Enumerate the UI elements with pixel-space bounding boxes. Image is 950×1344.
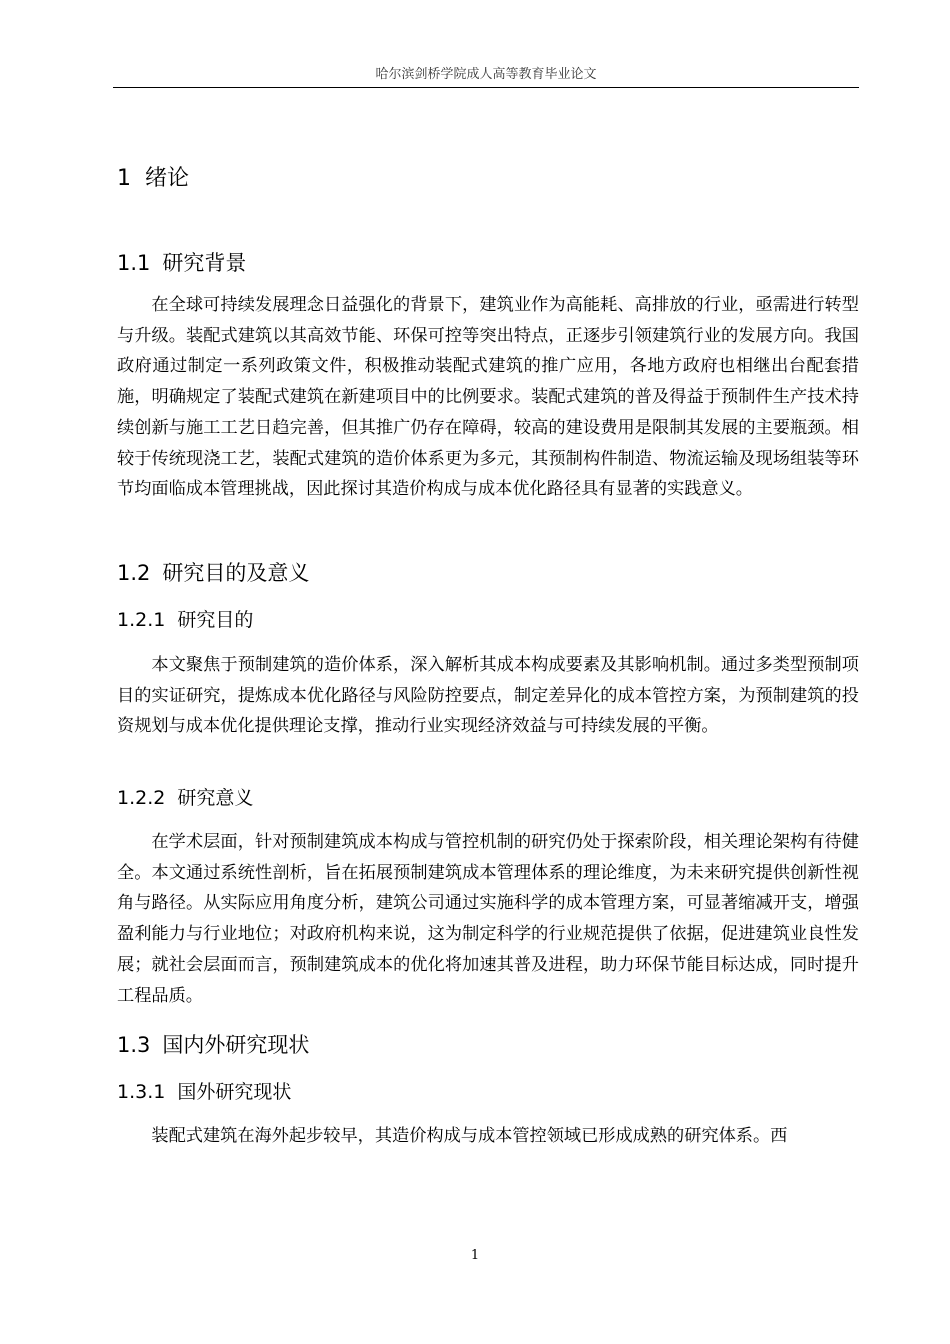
subsection-title: 国外研究现状 (177, 1081, 292, 1103)
section-number: 1.2 (117, 561, 151, 585)
subsection-number: 1.3.1 (117, 1081, 166, 1103)
section-number: 1.1 (117, 251, 151, 275)
section-title: 研究目的及意义 (162, 561, 310, 585)
section-number: 1.3 (117, 1033, 151, 1057)
chapter-heading (117, 164, 189, 194)
subsection-heading-1-2-2 (117, 784, 253, 812)
paragraph-foreign-research: 装配式建筑在海外起步较早，其造价构成与成本管控领域已形成成熟的研究体系。西 (151, 1126, 788, 1146)
chapter-number: 1 (117, 166, 131, 191)
subsection-title: 研究目的 (177, 609, 254, 631)
subsection-heading-1-2-1 (117, 606, 253, 634)
header-rule (113, 87, 859, 88)
paragraph-research-purpose: 本文聚焦于预制建筑的造价体系，深入解析其成本构成要素及其影响机制。通过多类型预制项目的实证研究，提炼成本优化路径与风险防控要点，制定差异化的成本管控方案，为预制建筑的投资规划与成本优化提供理论支撑，推动行业实现经济效益与可持续发展的平衡。 (117, 655, 859, 737)
running-header: 哈尔滨剑桥学院成人高等教育毕业论文 (375, 67, 597, 82)
subsection-title: 研究意义 (177, 787, 254, 809)
section-heading-1-2 (117, 558, 309, 588)
section-title: 研究背景 (162, 251, 247, 275)
subsection-number: 1.2.2 (117, 787, 166, 809)
subsection-number: 1.2.1 (117, 609, 166, 631)
paragraph-research-background: 在全球可持续发展理念日益强化的背景下，建筑业作为高能耗、高排放的行业，亟需进行转型与升级。装配式建筑以其高效节能、环保可控等突出特点，正逐步引领建筑行业的发展方向。我国政府通过制定一系列政策文件，积极推动装配式建筑的推广应用，各地方政府也相继出台配套措施，明确规定了装配式建筑在新建项目中的比例要求。装配式建筑的普及得益于预制件生产技术持续创新与施工工艺日趋完善，但其推广仍存在障碍，较高的建设费用是限制其发展的主要瓶颈。相较于传统现浇工艺，装配式建筑的造价体系更为多元，其预制构件制造、物流运输及现场组装等环节均面临成本管理挑战，因此探讨其造价构成与成本优化路径具有显著的实践意义。 (117, 295, 859, 500)
section-heading-1-3 (117, 1030, 309, 1060)
page-number: 1 (470, 1248, 480, 1263)
section-title: 国内外研究现状 (162, 1033, 310, 1057)
subsection-heading-1-3-1 (117, 1078, 291, 1106)
chapter-title: 绪论 (145, 166, 190, 191)
section-heading-1-1 (117, 248, 246, 278)
paragraph-research-significance: 在学术层面，针对预制建筑成本构成与管控机制的研究仍处于探索阶段，相关理论架构有待健全。本文通过系统性剖析，旨在拓展预制建筑成本管理体系的理论维度，为未来研究提供创新性视角与路径。从实际应用角度分析，建筑公司通过实施科学的成本管理方案，可显著缩减开支，增强盈利能力与行业地位；对政府机构来说，这为制定科学的行业规范提供了依据，促进建筑业良性发展；就社会层面而言，预制建筑成本的优化将加速其普及进程，助力环保节能目标达成，同时提升工程品质。 (117, 832, 859, 1006)
